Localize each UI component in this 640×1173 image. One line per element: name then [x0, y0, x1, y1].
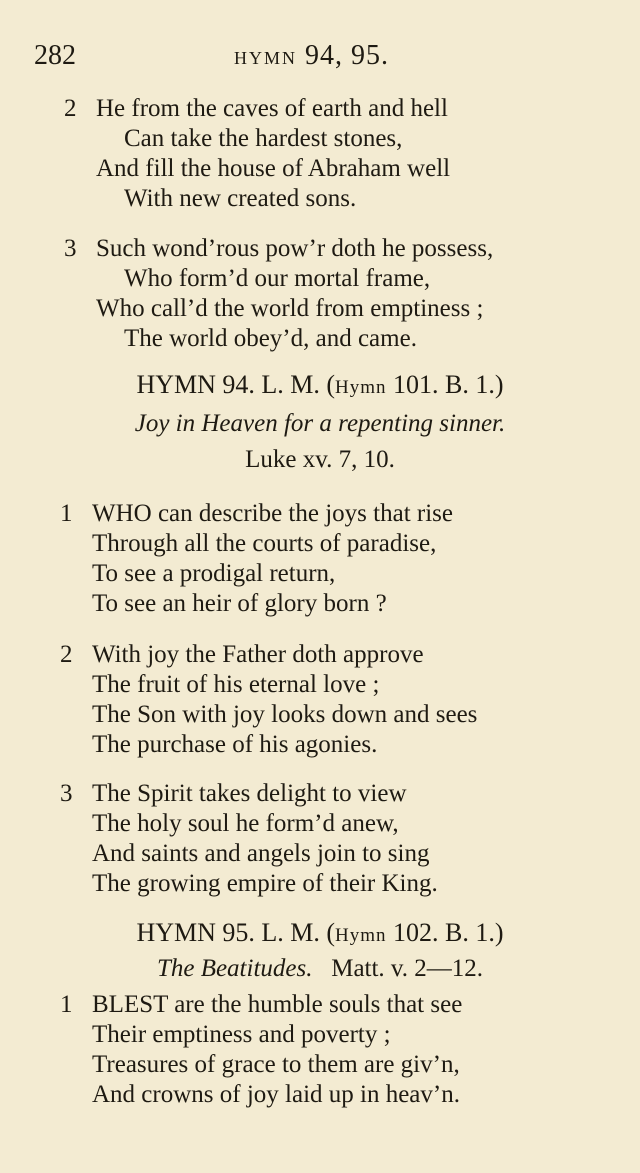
hymn-95-subtitle-line — [0, 955, 640, 983]
verse-line: Such wond’rous pow’r doth he possess, — [96, 235, 494, 262]
verse-line: The Spirit takes delight to view — [92, 780, 407, 807]
verse-line: Who form’d our mortal frame, — [124, 265, 431, 292]
heading-text: 101. B. 1.) — [386, 370, 504, 399]
verse-line: The holy soul he form’d anew, — [92, 810, 399, 837]
verse-line: Can take the hardest stones, — [124, 125, 403, 152]
verse-line: With joy the Father doth approve — [92, 641, 424, 668]
verse-line: Who call’d the world from emptiness ; — [96, 295, 484, 322]
hymn-94-reference: Luke xv. 7, 10. — [245, 446, 395, 473]
verse-line: The world obey’d, and came. — [124, 325, 417, 352]
verse-line: He from the caves of earth and hell — [96, 95, 448, 122]
heading-text: HYMN 94. L. M. ( — [136, 370, 336, 399]
hymn-94-subtitle: Joy in Heaven for a repenting sinner. — [134, 410, 506, 437]
verse-line: With new created sons. — [124, 185, 357, 212]
page-number: 282 — [34, 40, 76, 71]
verse-line: WHO can describe the joys that rise — [92, 500, 453, 527]
hymn-94-heading — [0, 370, 640, 400]
page-header — [34, 40, 604, 76]
verse-line: And crowns of joy laid up in heav’n. — [92, 1081, 460, 1108]
verse-line: BLEST are the humble souls that see — [92, 991, 463, 1018]
verse-line: The growing empire of their King. — [92, 870, 438, 897]
verse-line: Through all the courts of paradise, — [92, 530, 437, 557]
verse-line: And fill the house of Abraham well — [96, 155, 451, 182]
running-title-numbers: 94, 95. — [305, 40, 390, 71]
stanza-number: 1 — [60, 500, 73, 527]
running-title — [234, 40, 389, 72]
stanza-number: 3 — [60, 780, 73, 807]
running-title-word: HYMN — [234, 48, 298, 68]
hymn-95-heading — [0, 918, 640, 948]
stanza-number: 1 — [60, 991, 73, 1018]
verse-line: To see an heir of glory born ? — [92, 590, 387, 617]
verse-line: The purchase of his agonies. — [92, 731, 378, 758]
heading-small-caps: Hymn — [335, 377, 387, 398]
verse-line: Treasures of grace to them are giv’n, — [92, 1051, 460, 1078]
verse-line: To see a prodigal return, — [92, 560, 336, 587]
hymn-95-reference: Matt. v. 2—12. — [331, 955, 484, 982]
heading-text: 102. B. 1.) — [386, 918, 504, 947]
verse-line: And saints and angels join to sing — [92, 840, 430, 867]
stanza-number: 2 — [60, 641, 73, 668]
stanza-number: 2 — [64, 95, 77, 122]
verse-line: The fruit of his eternal love ; — [92, 671, 380, 698]
verse-line: The Son with joy looks down and sees — [92, 701, 478, 728]
verse-line: Their emptiness and poverty ; — [92, 1021, 391, 1048]
hymn-95-subtitle: The Beatitudes. — [156, 955, 313, 982]
heading-text: HYMN 95. L. M. ( — [136, 918, 336, 947]
stanza-number: 3 — [64, 235, 77, 262]
heading-small-caps: Hymn — [335, 925, 387, 946]
